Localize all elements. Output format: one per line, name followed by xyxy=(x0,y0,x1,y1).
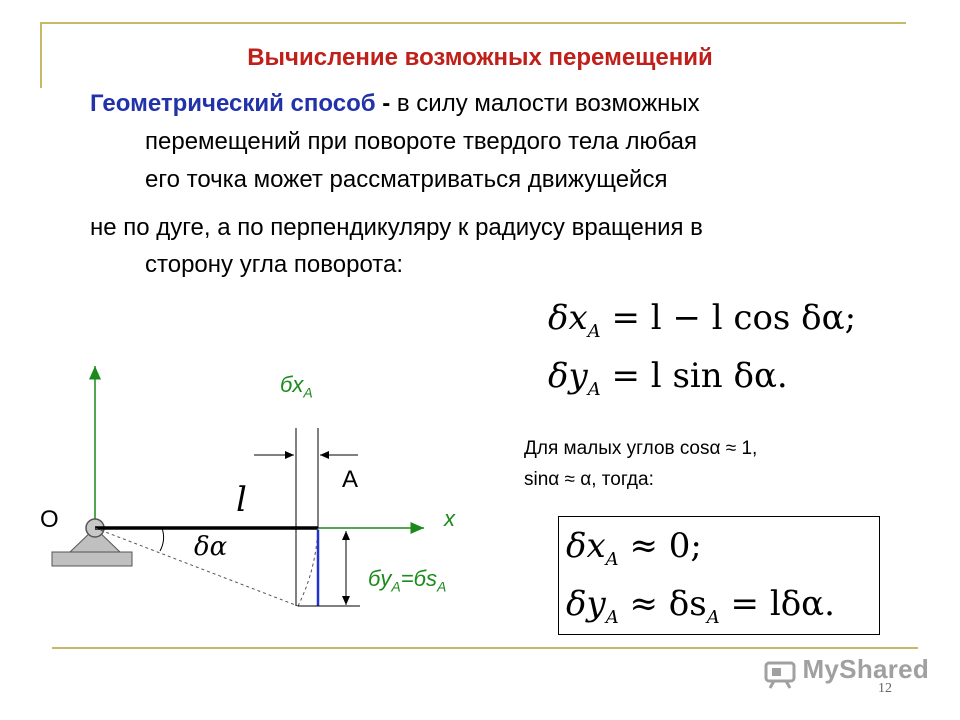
rotation-arc xyxy=(298,528,318,606)
origin-label: O xyxy=(40,506,59,533)
equation-dx: $\delta x_A = l - l$ cos δα; xyxy=(548,298,857,342)
angle-label: δα xyxy=(194,532,228,562)
result-dy: $\delta y_A \approx \delta s_A = l\delta\alpha$. xyxy=(566,584,835,628)
intro-line-4: не по дуге, а по перпендикуляру к радиусу вращения в xyxy=(90,214,703,241)
angle-arc xyxy=(160,528,164,551)
myshared-logo xyxy=(764,654,929,689)
projector-icon xyxy=(764,659,798,689)
intro-line-5: сторону угла поворота: xyxy=(145,251,404,278)
intro-line-1-text: в силу малости возможных xyxy=(396,90,700,117)
intro-dash: - xyxy=(375,90,397,117)
equation-dy: $\delta y_A = l$ sin δα. xyxy=(548,356,788,400)
x-axis-label: x xyxy=(444,506,455,531)
method-name: Геометрический способ xyxy=(90,90,376,117)
page-number: 12 xyxy=(878,681,892,696)
result-dx: $\delta x_A \approx 0$; xyxy=(566,526,702,570)
length-label: l xyxy=(236,480,247,520)
small-angle-note-2: sinα ≈ α, тогда: xyxy=(524,469,654,490)
watermark-text: MyShared xyxy=(802,654,930,684)
dx-label: $бx_A$ xyxy=(280,372,313,401)
small-angle-note-1: Для малых углов cosα ≈ 1, xyxy=(524,438,758,459)
dy-label: $бy_A=бs_A$ xyxy=(368,566,447,595)
intro-line-3: его точка может рассматриваться движущейся xyxy=(145,166,668,193)
slide-title: Вычисление возможных перемещений xyxy=(247,44,713,71)
point-a-label: A xyxy=(342,466,359,493)
support-base xyxy=(52,552,132,566)
intro-line-2: перемещений при повороте твердого тела любая xyxy=(145,128,697,155)
